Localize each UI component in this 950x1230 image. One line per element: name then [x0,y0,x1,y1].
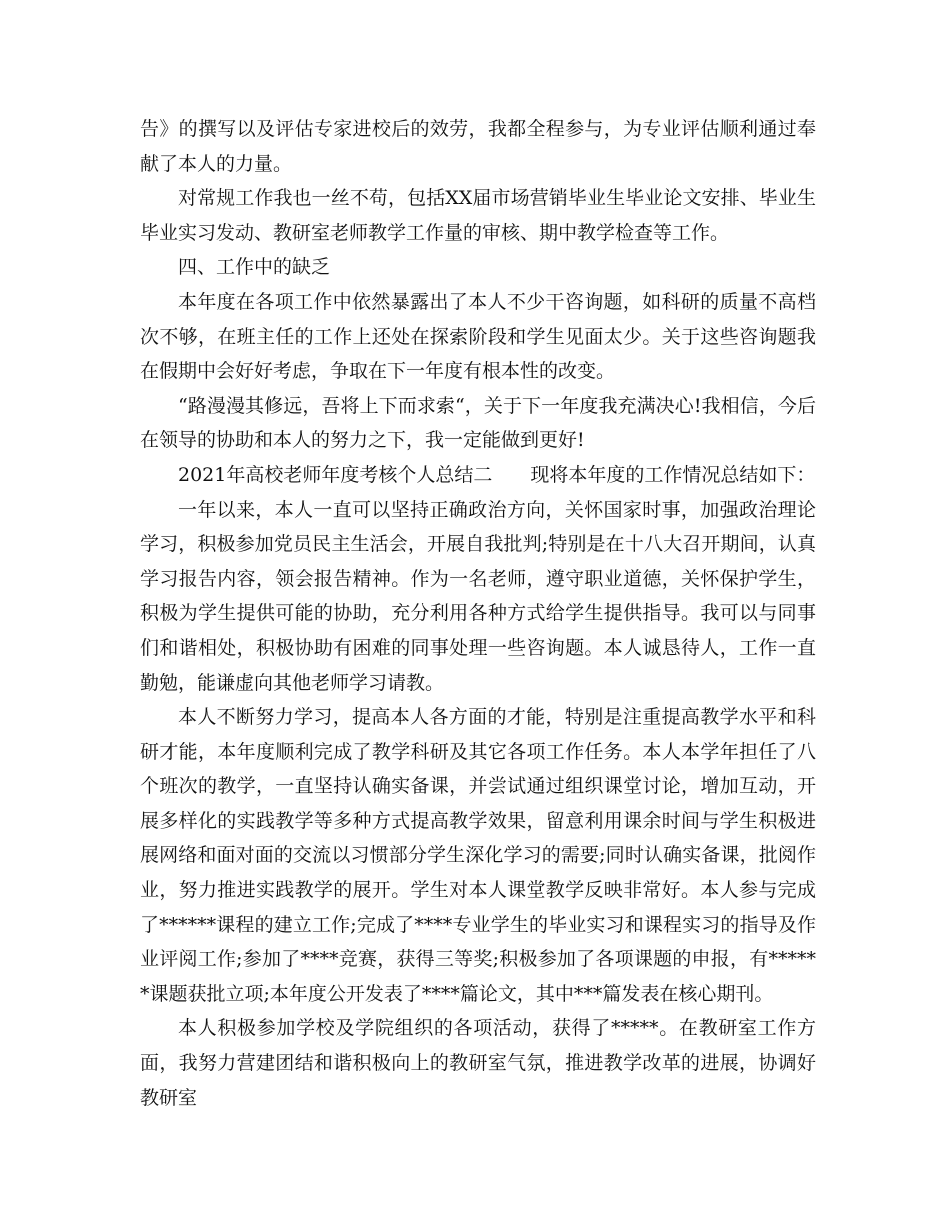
paragraph-1: 告》的撰写以及评估专家进校后的效劳，我都全程参与，为专业评估顺利通过奉献了本人的力量。 [140,118,816,175]
paragraph-2: 对常规工作我也一丝不苟，包括XX届市场营销毕业生毕业论文安排、毕业生毕业实习发动、教研室老师教学工作量的审核、期中教学检查等工作。 [140,187,816,244]
document-body [140,112,816,1115]
paragraph-3: 本年度在各项工作中依然暴露出了本人不少干咨询题，如科研的质量不高档次不够，在班主任的工作上还处在探索阶段和学生见面太少。关于这些咨询题我在假期中会好好考虑，争取在下一年度有根本性的改变。 [140,290,816,383]
paragraph-7: 本人积极参加学校及学院组织的各项活动，获得了*****。在教研室工作方面，我努力营建团结和谐积极向上的教研室气氛，推进教学改革的进展，协调好教研室 [140,1017,816,1109]
summary-two-line [140,458,816,493]
section-heading: 四、工作中的缺乏 [178,256,331,279]
summary-two-title: 2021年高校老师年度考核个人总结二 [178,463,493,486]
summary-two-intro: 现将本年度的工作情况总结如下： [530,463,816,486]
paragraph-5: 一年以来，本人一直可以坚持正确政治方向，关怀国家时事，加强政治理论学习，积极参加党员民主生活会，开展自我批判;特别是在十八大召开期间，认真学习报告内容，领会报告精神。作为一名老师，遵守职业道德，关怀保护学生，积极为学生提供可能的协助，充分利用各种方式给学生提供指导。我可以与同事们和谐相处，积极协助有困难的同事处理一些咨询题。本人诚恳待人，工作一直勤勉，能谦虚向其他老师学习请教。 [140,498,816,694]
paragraph-6: 本人不断努力学习，提高本人各方面的才能，特别是注重提高教学水平和科研才能，本年度顺利完成了教学科研及其它各项工作任务。本人本学年担任了八个班次的教学，一直坚持认确实备课，并尝试通过组织课堂讨论，增加互动，开展多样化的实践教学等多种方式提高教学效果，留意利用课余时间与学生积极进展网络和面对面的交流以习惯部分学生深化学习的需要;同时认确实备课，批阅作业，努力推进实践教学的展开。学生对本人课堂教学反映非常好。本人参与完成了******课程的建立工作;完成了****专业学生的毕业实习和课程实习的指导及作业评阅工作;参加了****竞赛，获得三等奖;积极参加了各项课题的申报，有******课题获批立项;本年度公开发表了****篇论文，其中***篇发表在核心期刊。 [140,706,816,1005]
paragraph-4: “路漫漫其修远，吾将上下而求索“，关于下一年度我充满决心!我相信，今后在领导的协助和本人的努力之下，我一定能做到更好! [140,394,816,452]
